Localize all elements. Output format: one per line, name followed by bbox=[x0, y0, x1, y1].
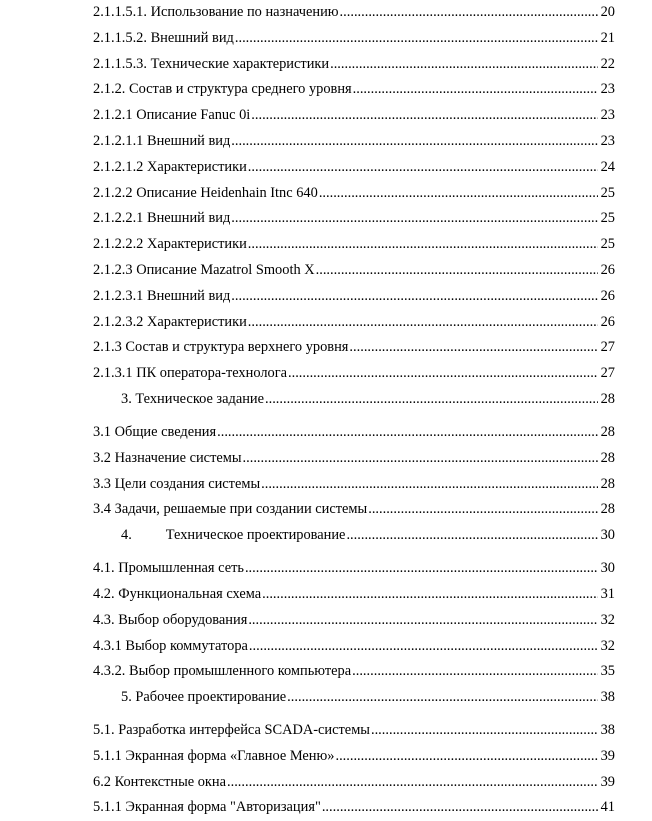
toc-number: 2.1.2.2.1 bbox=[93, 210, 144, 227]
toc-page-number: 22 bbox=[600, 55, 615, 72]
toc-entry-2-1-2-3-1[interactable] bbox=[93, 284, 615, 310]
toc-title: Внешний вид bbox=[146, 210, 231, 227]
toc-entry-4-2[interactable] bbox=[93, 582, 615, 608]
toc-leader bbox=[368, 497, 598, 523]
toc-leader bbox=[349, 335, 598, 361]
toc-number: 2.1.2.1 bbox=[93, 107, 133, 124]
toc-entry-2-1-1-5-1[interactable] bbox=[93, 0, 615, 26]
toc-entry-2-1-1-5-3[interactable] bbox=[93, 52, 615, 78]
toc-page-number: 38 bbox=[600, 722, 615, 739]
toc-number: 4.3.1 bbox=[93, 637, 122, 654]
toc-page-number: 27 bbox=[600, 339, 615, 356]
toc-number: 2.1.2.1.1 bbox=[93, 132, 144, 149]
toc-leader bbox=[340, 0, 598, 26]
toc-page-number: 30 bbox=[600, 527, 615, 544]
toc-page-number: 31 bbox=[600, 585, 615, 602]
toc-page-number: 26 bbox=[600, 287, 615, 304]
toc-leader bbox=[217, 420, 598, 446]
toc-page-number: 32 bbox=[600, 611, 615, 628]
toc-title: Функциональная схема bbox=[118, 585, 262, 602]
toc-page-number: 25 bbox=[600, 184, 615, 201]
toc-title: Внешний вид bbox=[146, 287, 231, 304]
toc-title: Техническое задание bbox=[135, 390, 265, 407]
toc-title: Характеристики bbox=[146, 313, 247, 330]
toc-number: 3.1 bbox=[93, 423, 111, 440]
toc-page-number: 20 bbox=[600, 4, 615, 20]
toc-number: 3.3 bbox=[93, 475, 111, 492]
toc-number: 2.1.2. bbox=[93, 81, 126, 98]
toc-leader bbox=[353, 77, 598, 103]
toc-title: Состав и структура среднего уровня bbox=[129, 81, 352, 98]
toc-title: Внешний вид bbox=[146, 132, 231, 149]
toc-leader bbox=[371, 718, 598, 744]
toc-number: 3.4 bbox=[93, 501, 111, 518]
toc-entry-2-1-2-2-1[interactable] bbox=[93, 206, 615, 232]
table-of-contents bbox=[93, 0, 615, 821]
toc-title: Выбор коммутатора bbox=[125, 637, 248, 654]
toc-number: 3.2 bbox=[93, 449, 111, 466]
toc-entry-5-1-1-main-menu[interactable] bbox=[93, 744, 615, 770]
toc-leader bbox=[265, 387, 598, 413]
toc-page-number: 28 bbox=[600, 423, 615, 440]
toc-number: 4.2. bbox=[93, 585, 115, 602]
toc-number: 2.1.2.2.2 bbox=[93, 236, 144, 253]
toc-title: Описание Heidenhain Itnc 640 bbox=[136, 184, 318, 201]
toc-leader bbox=[288, 361, 598, 387]
toc-title: Использование по назначению bbox=[150, 4, 339, 20]
toc-entry-2-1-2-2[interactable] bbox=[93, 181, 615, 207]
toc-title: Выбор оборудования bbox=[118, 611, 248, 628]
toc-page-number: 27 bbox=[600, 365, 615, 382]
toc-page-number: 30 bbox=[600, 560, 615, 577]
toc-title: Внешний вид bbox=[150, 29, 234, 46]
toc-page-number: 41 bbox=[600, 799, 615, 816]
toc-page-number: 25 bbox=[600, 236, 615, 253]
toc-number: 2.1.1.5.3. bbox=[93, 55, 147, 72]
toc-number: 2.1.1.5.1. bbox=[93, 4, 147, 20]
toc-title: Характеристики bbox=[146, 236, 247, 253]
toc-title: Описание Fanuc 0i bbox=[136, 107, 251, 124]
toc-entry-5-1-1-authorization[interactable] bbox=[93, 795, 615, 821]
toc-page-number: 24 bbox=[600, 158, 615, 175]
toc-entry-3-1[interactable] bbox=[93, 420, 615, 446]
toc-page-number: 23 bbox=[600, 132, 615, 149]
toc-number: 4.1. bbox=[93, 560, 115, 577]
toc-number: 4.3.2. bbox=[93, 663, 126, 680]
toc-leader bbox=[248, 232, 598, 258]
toc-number: 5.1.1 bbox=[93, 747, 122, 764]
toc-leader bbox=[231, 284, 598, 310]
toc-leader bbox=[251, 103, 598, 129]
toc-leader bbox=[330, 52, 598, 78]
toc-leader bbox=[243, 446, 598, 472]
toc-number: 2.1.2.3.2 bbox=[93, 313, 144, 330]
toc-title: Разработка интерфейса SCADA-системы bbox=[118, 722, 370, 739]
toc-page-number: 25 bbox=[600, 210, 615, 227]
toc-page-number: 32 bbox=[600, 637, 615, 654]
toc-entry-2-1-2[interactable] bbox=[93, 77, 615, 103]
toc-page-number: 28 bbox=[600, 449, 615, 466]
toc-entry-3-2[interactable] bbox=[93, 446, 615, 472]
toc-leader bbox=[352, 659, 598, 685]
toc-number: 6.2 bbox=[93, 773, 111, 790]
toc-entry-3-3[interactable] bbox=[93, 472, 615, 498]
toc-leader bbox=[235, 26, 598, 52]
toc-number: 5.1.1 bbox=[93, 799, 122, 816]
toc-leader bbox=[245, 556, 598, 582]
toc-title: Назначение системы bbox=[114, 449, 242, 466]
toc-title: Промышленная сеть bbox=[118, 560, 244, 577]
toc-leader bbox=[287, 685, 598, 711]
toc-title: Технические характеристики bbox=[150, 55, 330, 72]
toc-leader bbox=[319, 181, 598, 207]
toc-page-number: 38 bbox=[600, 689, 615, 706]
toc-title: Общие сведения bbox=[114, 423, 217, 440]
toc-title: Задачи, решаемые при создании системы bbox=[114, 501, 368, 518]
toc-entry-2-1-3[interactable] bbox=[93, 335, 615, 361]
toc-number: 2.1.3.1 bbox=[93, 365, 133, 382]
toc-entry-2-1-2-3[interactable] bbox=[93, 258, 615, 284]
toc-page-number: 23 bbox=[600, 107, 615, 124]
toc-entry-4-3-1[interactable] bbox=[93, 634, 615, 660]
toc-page-number: 26 bbox=[600, 261, 615, 278]
toc-entry-2-1-2-1-1[interactable] bbox=[93, 129, 615, 155]
toc-entry-2-1-2-1[interactable] bbox=[93, 103, 615, 129]
toc-entry-2-1-3-1[interactable] bbox=[93, 361, 615, 387]
toc-entry-5-1[interactable] bbox=[93, 718, 615, 744]
toc-page-number: 35 bbox=[600, 663, 615, 680]
toc-leader bbox=[231, 129, 598, 155]
toc-leader bbox=[248, 155, 598, 181]
toc-leader bbox=[322, 795, 598, 821]
toc-leader bbox=[261, 472, 598, 498]
toc-leader bbox=[227, 770, 598, 796]
toc-leader bbox=[231, 206, 598, 232]
toc-page-number: 39 bbox=[600, 773, 615, 790]
toc-entry-4-3-2[interactable] bbox=[93, 659, 615, 685]
toc-entry-3[interactable] bbox=[93, 387, 615, 413]
toc-title: Выбор промышленного компьютера bbox=[129, 663, 352, 680]
toc-title: Рабочее проектирование bbox=[135, 689, 287, 706]
toc-page-number: 28 bbox=[600, 475, 615, 492]
toc-entry-4-3[interactable] bbox=[93, 608, 615, 634]
toc-number: 2.1.2.3.1 bbox=[93, 287, 144, 304]
toc-entry-4[interactable] bbox=[93, 523, 615, 549]
toc-title: Экранная форма «Главное Меню» bbox=[125, 747, 335, 764]
toc-page-number: 39 bbox=[600, 747, 615, 764]
toc-leader bbox=[262, 582, 598, 608]
toc-leader bbox=[248, 310, 598, 336]
toc-page-number: 26 bbox=[600, 313, 615, 330]
toc-leader bbox=[346, 523, 598, 549]
toc-leader bbox=[249, 634, 598, 660]
toc-page-number: 23 bbox=[600, 81, 615, 98]
toc-number: 5. bbox=[121, 689, 132, 706]
toc-title: ПК оператора-технолога bbox=[136, 365, 287, 382]
toc-entry-2-1-2-1-2[interactable] bbox=[93, 155, 615, 181]
toc-title: Техническое проектирование bbox=[165, 527, 346, 544]
toc-page-number: 28 bbox=[600, 501, 615, 518]
toc-number: 4.3. bbox=[93, 611, 115, 628]
toc-entry-2-1-1-5-2[interactable] bbox=[93, 26, 615, 52]
toc-entry-3-4[interactable] bbox=[93, 497, 615, 523]
toc-leader bbox=[316, 258, 598, 284]
toc-entry-6-2[interactable] bbox=[93, 770, 615, 796]
toc-page-number: 21 bbox=[600, 29, 615, 46]
toc-entry-2-1-2-2-2[interactable] bbox=[93, 232, 615, 258]
toc-entry-4-1[interactable] bbox=[93, 556, 615, 582]
toc-title: Состав и структура верхнего уровня bbox=[125, 339, 349, 356]
toc-number: 2.1.3 bbox=[93, 339, 122, 356]
toc-leader bbox=[248, 608, 598, 634]
toc-title: Экранная форма "Авторизация" bbox=[125, 799, 321, 816]
toc-page-number: 28 bbox=[600, 390, 615, 407]
toc-number: 3. bbox=[121, 390, 132, 407]
toc-number: 2.1.2.3 bbox=[93, 261, 133, 278]
toc-number: 5.1. bbox=[93, 722, 115, 739]
toc-title: Характеристики bbox=[146, 158, 247, 175]
toc-title: Описание Mazatrol Smooth X bbox=[136, 261, 315, 278]
toc-title: Контекстные окна bbox=[114, 773, 227, 790]
toc-number: 2.1.2.1.2 bbox=[93, 158, 144, 175]
toc-number: 2.1.1.5.2. bbox=[93, 29, 147, 46]
toc-number: 4. bbox=[121, 527, 132, 544]
toc-leader bbox=[335, 744, 598, 770]
toc-entry-2-1-2-3-2[interactable] bbox=[93, 310, 615, 336]
toc-title: Цели создания системы bbox=[114, 475, 261, 492]
toc-entry-5[interactable] bbox=[93, 685, 615, 711]
toc-number: 2.1.2.2 bbox=[93, 184, 133, 201]
